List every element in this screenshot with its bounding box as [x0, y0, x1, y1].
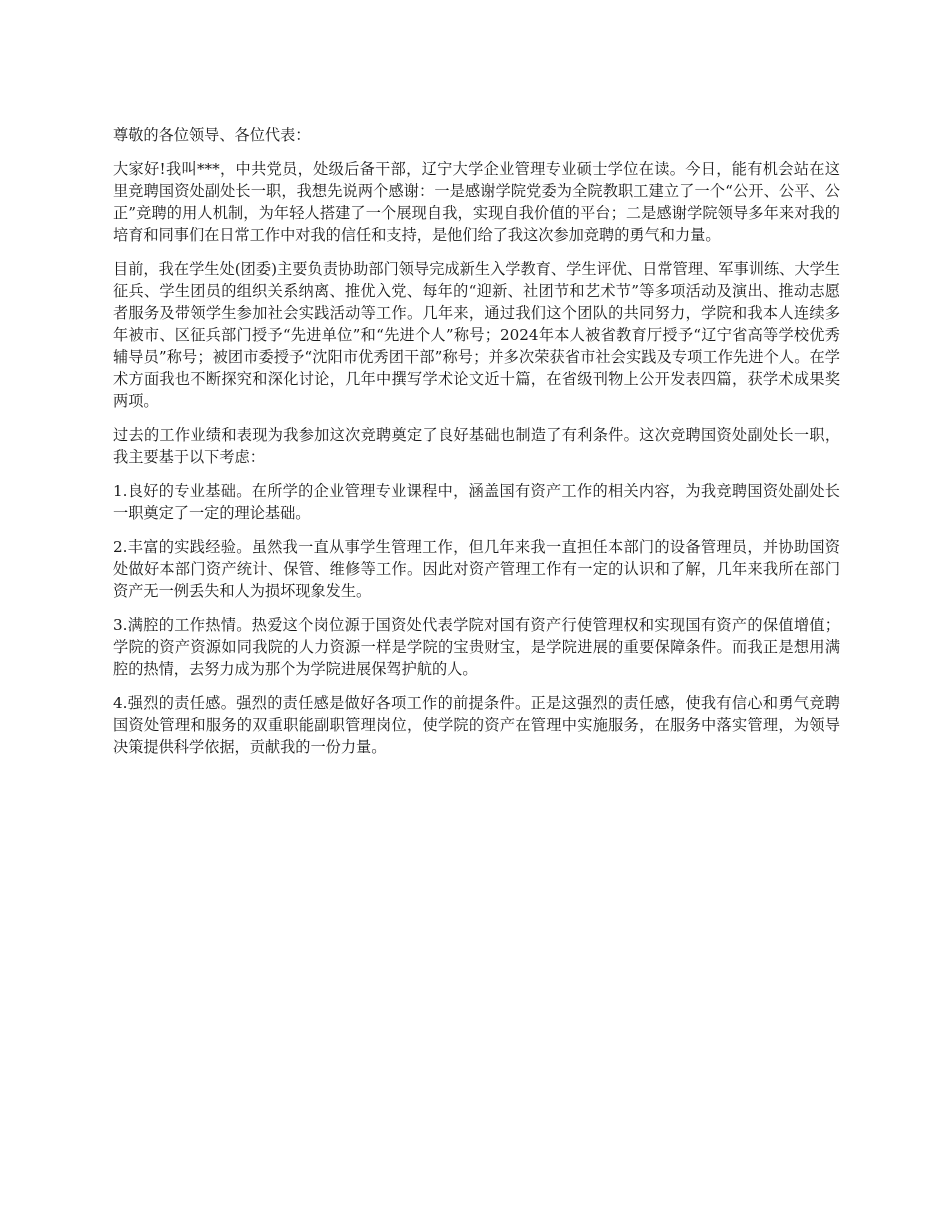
paragraph-point-3: 3.满腔的工作热情。热爱这个岗位源于国资处代表学院对国有资产行使管理权和实现国有资产的保值增值；学院的资产资源如同我院的人力资源一样是学院的宝贵财宝，是学院进展的重要保障条件。而我正是想用满腔的热情，去努力成为那个为学院进展保驾护航的人。: [113, 616, 840, 678]
paragraph-point-4: 4.强烈的责任感。强烈的责任感是做好各项工作的前提条件。正是这强烈的责任感，使我有信心和勇气竞聘国资处管理和服务的双重职能副职管理岗位，使学院的资产在管理中实施服务，在服务中落实管理，为领导决策提供科学依据，贡献我的一份力量。: [113, 694, 840, 756]
paragraph-introduction: 大家好!我叫***，中共党员，处级后备干部，辽宁大学企业管理专业硕士学位在读。今日，能有机会站在这里竞聘国资处副处长一职，我想先说两个感谢：一是感谢学院党委为全院教职工建立了一个“公开、公平、公正”竞聘的用人机制，为年轻人搭建了一个展现自我，实现自我价值的平台；二是感谢学院领导多年来对我的培育和同事们在日常工作中对我的信任和支持，是他们给了我这次参加竞聘的勇气和力量。: [113, 160, 840, 244]
document-body: [113, 124, 840, 770]
paragraph-point-2: 2.丰富的实践经验。虽然我一直从事学生管理工作，但几年来我一直担任本部门的设备管理员，并协助国资处做好本部门资产统计、保管、维修等工作。因此对资产管理工作有一定的认识和了解，几年来我所在部门资产无一例丢失和人为损坏现象发生。: [113, 538, 840, 600]
salutation: 尊敬的各位领导、各位代表：: [113, 126, 311, 144]
paragraph-current-work: 目前，我在学生处(团委)主要负责协助部门领导完成新生入学教育、学生评优、日常管理、军事训练、大学生征兵、学生团员的组织关系纳离、推优入党、每年的“迎新、社团节和艺术节”等多项活动及演出、推动志愿者服务及带领学生参加社会实践活动等工作。几年来，通过我们这个团队的共同努力，学院和我本人连续多年被市、区征兵部门授予“先进单位”和“先进个人”称号；2024年本人被省教育厅授予“辽宁省高等学校优秀辅导员”称号；被团市委授予“沈阳市优秀团干部”称号；并多次荣获省市社会实践及专项工作先进个人。在学术方面我也不断探究和深化讨论，几年中撰写学术论文近十篇，在省级刊物上公开发表四篇，获学术成果奖两项。: [113, 260, 840, 410]
paragraph-considerations: 过去的工作业绩和表现为我参加这次竞聘奠定了良好基础也制造了有利条件。这次竞聘国资处副处长一职，我主要基于以下考虑：: [113, 426, 840, 466]
paragraph-point-1: 1.良好的专业基础。在所学的企业管理专业课程中，涵盖国有资产工作的相关内容，为我竞聘国资处副处长一职奠定了一定的理论基础。: [113, 482, 840, 522]
